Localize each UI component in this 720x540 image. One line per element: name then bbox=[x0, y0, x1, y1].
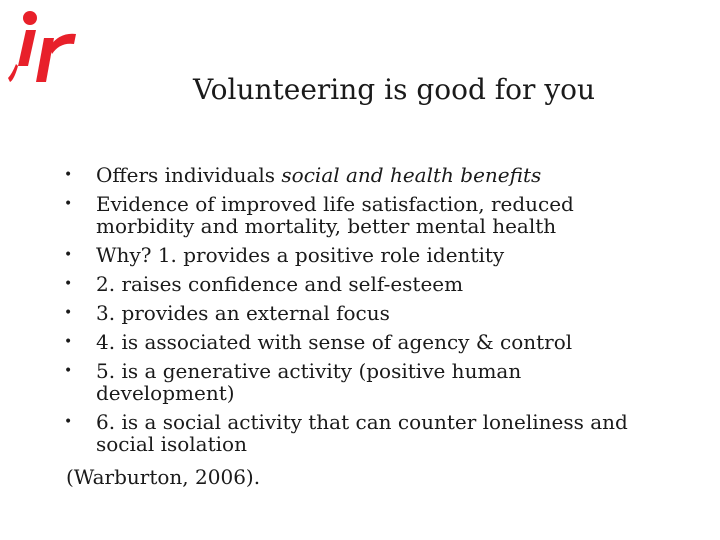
bullet-glyph: • bbox=[64, 363, 73, 379]
bullet-item bbox=[60, 331, 700, 353]
bullet-emphasis: social and health benefits bbox=[281, 163, 542, 187]
bullet-line: 4. is associated with sense of agency & control bbox=[96, 330, 573, 354]
bullet-line: 3. provides an external focus bbox=[96, 301, 390, 325]
citation: (Warburton, 2006). bbox=[66, 465, 261, 489]
bullet-line: social isolation bbox=[96, 432, 247, 456]
bullet-glyph: • bbox=[64, 167, 73, 183]
bullet-item bbox=[60, 302, 700, 324]
bullet-item bbox=[60, 360, 700, 404]
bullet-list bbox=[60, 164, 700, 462]
slide-title: Volunteering is good for you bbox=[193, 73, 596, 106]
bullet-item bbox=[60, 411, 700, 455]
bullet-item bbox=[60, 273, 700, 295]
bullet-item bbox=[60, 244, 700, 266]
bullet-line: development) bbox=[96, 381, 235, 405]
bullet-item bbox=[60, 164, 700, 186]
bullet-text: Offers individuals bbox=[96, 163, 282, 187]
bullet-glyph: • bbox=[64, 247, 73, 263]
bullet-glyph: • bbox=[64, 414, 73, 430]
ivr-logo-icon bbox=[8, 8, 78, 86]
bullet-line: 5. is a generative activity (positive human bbox=[96, 359, 522, 383]
bullet-glyph: • bbox=[64, 276, 73, 292]
bullet-line bbox=[96, 164, 700, 186]
bullet-line: Why? 1. provides a positive role identity bbox=[96, 243, 505, 267]
bullet-glyph: • bbox=[64, 334, 73, 350]
bullet-line: morbidity and mortality, better mental health bbox=[96, 214, 557, 238]
bullet-item bbox=[60, 193, 700, 237]
bullet-line: 2. raises confidence and self-esteem bbox=[96, 272, 464, 296]
bullet-glyph: • bbox=[64, 305, 73, 321]
bullet-line: 6. is a social activity that can counter loneliness and bbox=[96, 410, 628, 434]
bullet-line: Evidence of improved life satisfaction, reduced bbox=[96, 192, 574, 216]
bullet-glyph: • bbox=[64, 196, 73, 212]
